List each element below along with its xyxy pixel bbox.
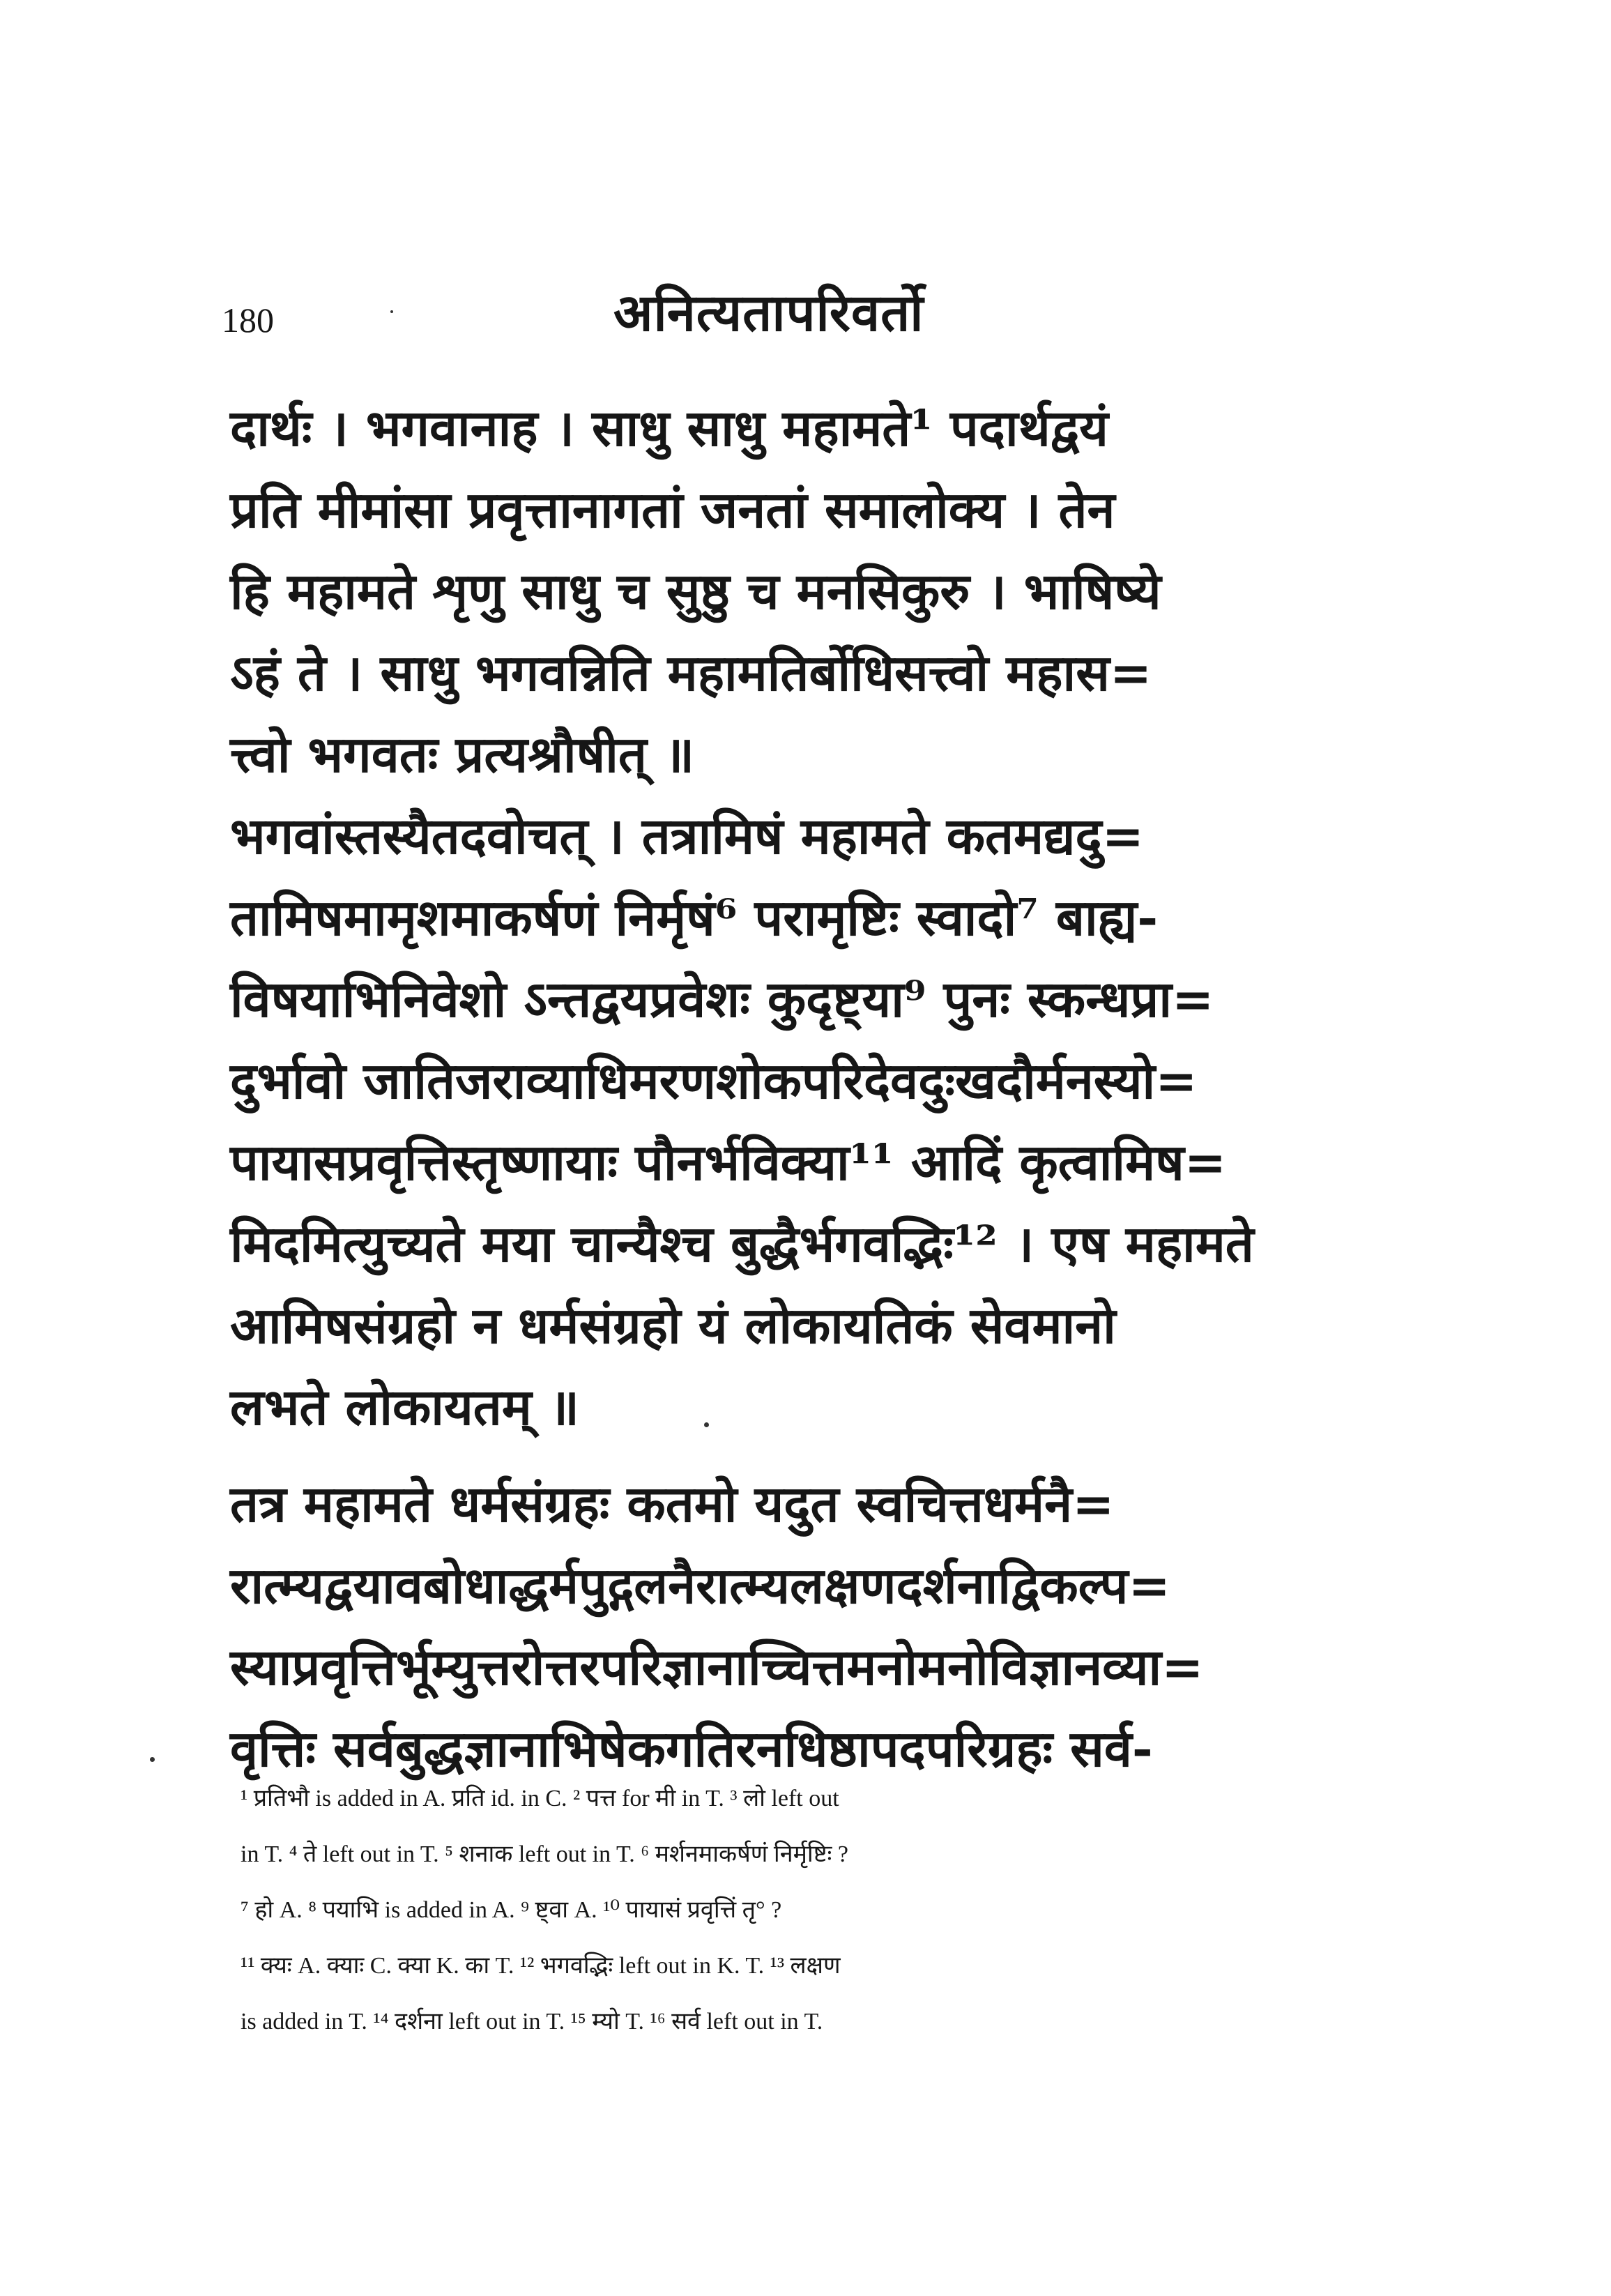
text-line: भगवांस्तस्यैतदवोचत् । तत्रामिषं महामते कतमद्यदु=: [230, 806, 1145, 865]
print-speck: [390, 310, 393, 313]
text-line: पायासप्रवृत्तिस्तृष्णायाः पौनर्भविक्या¹¹ आदिं कृत्वामिष=: [230, 1132, 1227, 1192]
text-line: मिदमित्युच्यते मया चान्यैश्च बुद्धैर्भगवद्भिः¹² । एष महामते: [230, 1214, 1254, 1273]
text-line: दुर्भावो जातिजराव्याधिमरणशोकपरिदेवदुःखदौर्मनस्यो=: [230, 1051, 1198, 1110]
footnote-line: is added in T. ¹⁴ दर्शना left out in T. ¹⁵ म्यो T. ¹⁶ सर्व left out in T.: [240, 2009, 823, 2035]
running-title: अनित्यतापरिवर्तो: [613, 283, 924, 343]
text-line: हि महामते शृणु साधु च सुष्ठु च मनसिकुरु । भाषिष्ये: [230, 561, 1161, 621]
footnote-line: ¹ प्रतिभौ is added in A. प्रति id. in C. ² पत्त for मी in T. ³ लो left out: [240, 1786, 839, 1811]
print-speck: [704, 1422, 709, 1427]
text-line: तत्र महामते धर्मसंग्रहः कतमो यदुत स्वचित्तधर्मनै=: [230, 1474, 1115, 1533]
footnote-line: ¹¹ क्यः A. क्याः C. क्या K. का T. ¹² भगवद्भिः left out in K. T. ¹³ लक्षण: [240, 1953, 841, 1979]
text-line: त्त्वो भगवतः प्रत्यश्रौषीत् ॥: [230, 724, 695, 784]
text-line: आमिषसंग्रहो न धर्मसंग्रहो यं लोकायतिकं सेवमानो: [230, 1295, 1116, 1355]
page-number: 180: [222, 301, 274, 340]
text-line: वृत्तिः सर्वबुद्धज्ञानाभिषेकगतिरनधिष्ठापदपरिग्रहः सर्व-: [230, 1719, 1153, 1778]
text-line: प्रति मीमांसा प्रवृत्तानागतां जनतां समालोक्य । तेन: [230, 480, 1115, 539]
text-line: स्याप्रवृत्तिर्भूम्युत्तरोत्तरपरिज्ञानाच्चित्तमनोमनोविज्ञानव्या=: [230, 1637, 1204, 1696]
footnote-line: ⁷ हो A. ⁸ पयाभि is added in A. ⁹ ष्ट्वा A. ¹⁰ पायासं प्रवृत्तिं तृ° ?: [240, 1897, 782, 1923]
footnote-line: in T. ⁴ ते left out in T. ⁵ शनाक left out in T. ⁶ मर्शनमाकर्षणं निर्मृष्टिः ?: [240, 1841, 849, 1867]
print-speck: [150, 1757, 155, 1762]
text-line: लभते लोकायतम् ॥: [230, 1377, 579, 1436]
text-line: विषयाभिनिवेशो ऽन्तद्वयप्रवेशः कुदृष्ट्या⁹ पुनः स्कन्धप्रा=: [230, 969, 1214, 1028]
body-text: [230, 387, 1415, 1789]
text-line: ऽहं ते । साधु भगवन्निति महामतिर्बोधिसत्त्वो महास=: [230, 643, 1152, 702]
text-line: रात्म्यद्वयावबोधाद्धर्मपुद्गलनैरात्म्यलक्षणदर्शनाद्विकल्प=: [230, 1556, 1170, 1615]
text-line: दार्थः । भगवानाह । साधु साधु महामते¹ पदार्थद्वयं: [230, 398, 1108, 457]
footnotes: [240, 1771, 1426, 2050]
text-line: तामिषमामृशमाकर्षणं निर्मृषं⁶ परामृष्टिः स्वादो⁷ बाह्य-: [230, 888, 1159, 947]
